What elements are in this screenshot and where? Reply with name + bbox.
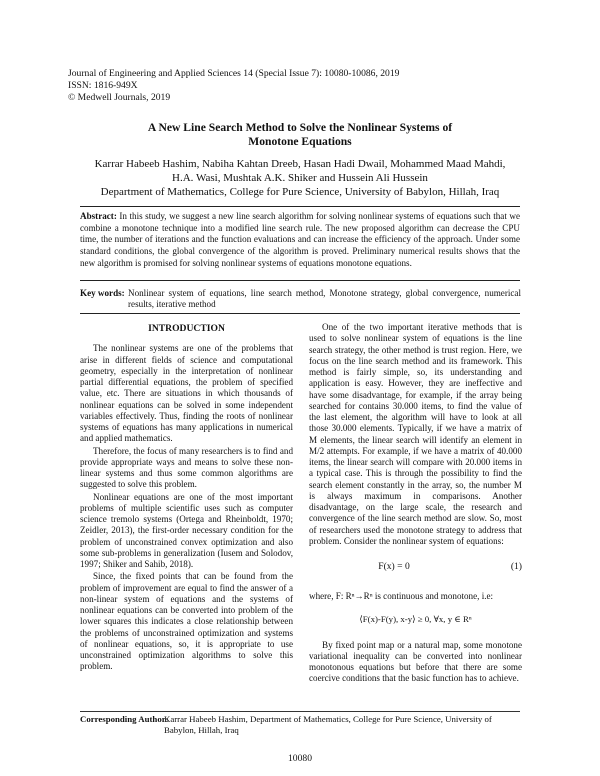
page-number: 10080 xyxy=(288,753,312,764)
authors-line-1: Karrar Habeeb Hashim, Nabiha Kahtan Dreeb, Hasan Hadi Dwail, Mohammed Maad Mahdi, xyxy=(94,158,506,170)
where-text: where, F: Rⁿ→Rⁿ is continuous and monotone, i.e: xyxy=(309,591,494,601)
corresponding-author-text: Karrar Habeeb Hashim, Department of Mathematics, College for Pure Science, University of Babylon, Hillah, Iraq xyxy=(164,714,492,735)
left-column xyxy=(80,323,293,673)
footer-rule xyxy=(80,711,520,712)
title-line-2: Monotone Equations xyxy=(248,135,352,148)
section-heading: INTRODUCTION xyxy=(148,323,225,334)
paragraph: Since, the fixed points that can be found from the problem of improvement are equal to find the answer of a non-linear system of equations and the systems of nonlinear equations can be converted into problem of the lower squares this indicates a close relationship between the problems of unconstrained optimization and systems of nonlinear equations, so, it is appropriate to use unconstrained optimization algorithms to solve this problem. xyxy=(80,571,293,672)
journal-citation: Journal of Engineering and Applied Sciences 14 (Special Issue 7): 10080-10086, 2019 xyxy=(68,68,400,79)
paragraph: One of the two important iterative methods that is used to solve nonlinear system of equations is the line search strategy, the other method is trust region. Here, we focus on the line search method and its framework. This method is fairly simple, so, its understanding and application is easy. However, they are ineffective and have some disadvantage, for example, if the array being searched for contains 30.000 items, to find the value of the last element, the algorithm will have to look at all those 30.000 elements. Typically, if we have a matrix of M elements, the linear search will identify an element in M/2 attempts. For example, if we have a matrix of 40.000 items, the linear search will compare with 20.000 items in a typical case. This is through the possibility to find the search element constantly in the array, so, the number M is always maximum in comparisons. Another disadvantage, on the large scale, the research and convergence of the line search method are slow. So, most of researchers used the monotone strategy to address that problem. Consider the nonlinear system of equations: xyxy=(309,322,522,546)
equation-2: ⟨F(x)-F(y), x-y⟩ ≥ 0, ∀x, y ∈ Rⁿ xyxy=(359,614,472,625)
keywords-text: Nonlinear system of equations, line search method, Monotone strategy, global convergence, numerical results, iterative method xyxy=(128,288,521,310)
paper-title xyxy=(100,121,500,149)
authors-line-2: H.A. Wasi, Mushtak A.K. Shiker and Hussein Ali Hussein xyxy=(172,172,428,184)
abstract-bottom-rule xyxy=(80,280,520,281)
equation-1-number: (1) xyxy=(510,561,522,572)
copyright: © Medwell Journals, 2019 xyxy=(68,92,171,104)
keywords-label: Key words: xyxy=(80,288,125,298)
abstract-label: Abstract: xyxy=(80,211,117,221)
paragraph: By fixed point map or a natural map, some monotone variational inequality can be converted into nonlinear monotonous equations but before that there are some coercive conditions that the basic function has to achieve. xyxy=(309,639,522,684)
journal-header xyxy=(68,68,399,105)
abstract xyxy=(80,211,520,270)
abstract-top-rule xyxy=(80,206,520,207)
title-line-1: A New Line Search Method to Solve the Nonlinear Systems of xyxy=(147,121,453,134)
right-column xyxy=(309,322,522,685)
affiliation: Department of Mathematics, College for Pure Science, University of Babylon, Hillah, Iraq xyxy=(100,186,500,198)
equation-1-body: F(x) = 0 xyxy=(378,561,410,572)
paragraph: The nonlinear systems are one of the problems that arise in different fields of science and computational geometry, especially in the interpretation of nonlinear partial differential equations, the problem of specified value, etc. There are situations in which thousands of nonlinear equations can be solved in some independent variables effectively. Thus, finding the roots of nonlinear systems of equations has many applications in numerical and applied mathematics. xyxy=(80,343,293,444)
issn: ISSN: 1816-949X xyxy=(68,80,138,92)
corresponding-author-label: Corresponding Author: xyxy=(80,714,169,724)
paragraph: Therefore, the focus of many researchers is to find and provide appropriate ways and means to solve these non-linear systems and thus some common algorithms are suggested to solve this problem. xyxy=(80,445,293,490)
abstract-text: In this study, we suggest a new line search algorithm for solving nonlinear systems of equations such that we combine a monotone technique into a modified line search rule. The new proposed algorithm can decrease the CPU time, the number of iterations and the function evaluations and can increase the efficiency of the approach. Under some standard conditions, the global convergence of the algorithm is proved. Preliminary numerical results shows that the new algorithm is promised for solving nonlinear systems of equations monotone equations. xyxy=(80,211,520,268)
paragraph: Nonlinear equations are one of the most important problems of multiple scientific uses such as computer science tremolo systems (Ortega and Rheinboldt, 1970; Zeidler, 2013), the first-order necessary condition for the problem of unconstrained convex optimization and also some sub-problems in generalization (Iusem and Solodov, 1997; Shiker and Sahib, 2018). xyxy=(80,491,293,569)
equation-1 xyxy=(309,561,522,591)
authors xyxy=(70,157,530,185)
keywords-rule xyxy=(80,313,520,314)
